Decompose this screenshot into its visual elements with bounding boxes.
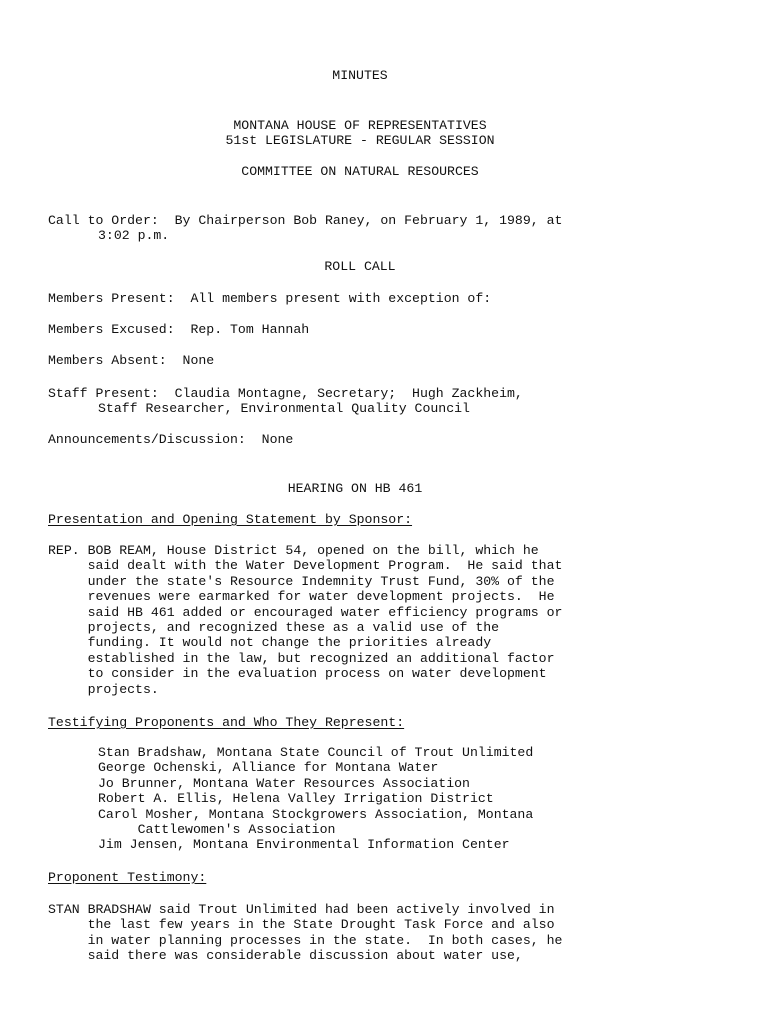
staff-present-line2: Staff Researcher, Environmental Quality Council [98,401,470,416]
presentation-line: revenues were earmarked for water development projects. He [48,589,555,605]
call-to-order-line2: 3:02 p.m. [98,228,170,243]
testimony-line: in water planning processes in the state. In both cases, he [48,932,563,948]
committee-title: COMMITTEE ON NATURAL RESOURCES [241,164,479,179]
house-title: MONTANA HOUSE OF REPRESENTATIVES [233,118,487,133]
presentation-line: said dealt with the Water Development Program. He said that [48,558,563,574]
testimony-line: the last few years in the State Drought Task Force and also [48,917,555,933]
testimony-line: said there was considerable discussion about water use, [48,948,523,964]
session-title: 51st LEGISLATURE - REGULAR SESSION [225,133,495,148]
testimony-heading: Proponent Testimony: [48,870,207,885]
members-excused: Members Excused: Rep. Tom Hannah [48,322,310,337]
testimony-line: STAN BRADSHAW said Trout Unlimited had been actively involved in [48,902,555,917]
minutes-title: MINUTES [332,68,388,83]
call-to-order-line1: Call to Order: By Chairperson Bob Raney, on February 1, 1989, at [48,213,563,228]
presentation-line: said HB 461 added or encouraged water efficiency programs or [48,604,563,620]
presentation-line: to consider in the evaluation process on water development [48,666,547,682]
presentation-line: projects. [48,681,159,697]
proponent-item: Jo Brunner, Montana Water Resources Association [98,775,470,791]
proponent-item: Carol Mosher, Montana Stockgrowers Association, Montana [98,806,534,822]
announcements: Announcements/Discussion: None [48,432,294,447]
testimony-paragraph [48,902,562,964]
proponents-list [98,745,533,853]
presentation-line: REP. BOB REAM, House District 54, opened on the bill, which he [48,543,539,558]
presentation-line: funding. It would not change the priorities already [48,635,492,651]
proponent-item: Stan Bradshaw, Montana State Council of Trout Unlimited [98,745,534,760]
members-absent: Members Absent: None [48,353,215,368]
presentation-line: under the state's Resource Indemnity Trust Fund, 30% of the [48,573,555,589]
proponents-heading: Testifying Proponents and Who They Represent: [48,715,405,730]
presentation-paragraph [48,543,562,697]
proponent-item: George Ochenski, Alliance for Montana Water [98,760,439,776]
staff-present-line1: Staff Present: Claudia Montagne, Secretary; Hugh Zackheim, [48,386,523,401]
proponent-item: Jim Jensen, Montana Environmental Information Center [98,837,510,853]
proponent-item: Cattlewomen's Association [98,822,336,838]
proponent-item: Robert A. Ellis, Helena Valley Irrigation District [98,791,494,807]
presentation-heading: Presentation and Opening Statement by Sponsor: [48,512,413,527]
members-present: Members Present: All members present with exception of: [48,291,492,306]
roll-call-heading: ROLL CALL [324,259,396,274]
presentation-line: projects, and recognized these as a valid use of the [48,620,500,636]
hearing-heading: HEARING ON HB 461 [287,481,423,496]
presentation-line: established in the law, but recognized an additional factor [48,650,555,666]
